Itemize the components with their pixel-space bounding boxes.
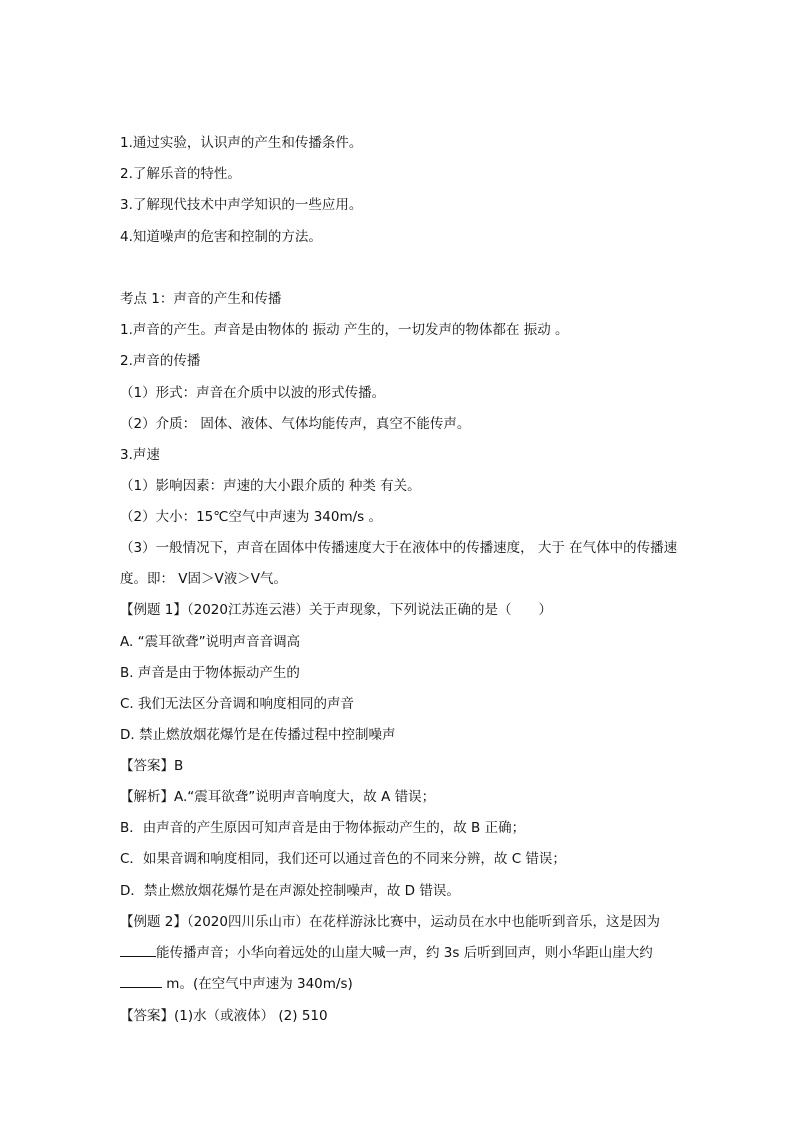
sound-propagation-title: 2.声音的传播 [120,353,201,369]
propagation-medium: （2）介质： 固体、液体、气体均能传声，真空不能传声。 [120,416,471,432]
speed-comparison: （3）一般情况下，声音在固体中传播速度大于在液体中的传播速度， 大于 在气体中的传播速度。即： V固＞V液＞V气。 [120,540,678,587]
example-1-option-a: A. “震耳欲聋”说明声音音调高 [120,634,301,650]
example-1-analysis-a: 【解析】A.“震耳欲聋”说明声音响度大，故 A 错误； [120,789,436,805]
section-heading: 考点 1：声音的产生和传播 [120,291,282,307]
example-1-answer: 【答案】B [120,758,184,774]
objective-1: 1.通过实验，认识声的产生和传播条件。 [120,135,363,151]
objective-2: 2.了解乐音的特性。 [120,166,241,182]
sound-speed-title: 3.声速 [120,447,160,463]
example-1-option-c: C. 我们无法区分音调和响度相同的声音 [120,696,355,712]
objective-4: 4.知道噪声的危害和控制的方法。 [120,229,322,245]
speed-value: （2）大小：15℃空气中声速为 340m/s 。 [120,509,383,525]
answer-blank-1 [120,944,156,957]
example-1-analysis-d: D．禁止燃放烟花爆竹是在声源处控制噪声，故 D 错误。 [120,883,460,899]
example-2-question-line-2 [120,944,653,962]
objective-3: 3.了解现代技术中声学知识的一些应用。 [120,197,363,213]
example-2-question-text-3: m。(在空气中声速为 340m/s) [162,976,353,992]
propagation-form: （1）形式：声音在介质中以波的形式传播。 [120,385,386,401]
sound-production: 1.声音的产生。声音是由物体的 振动 产生的，一切发声的物体都在 振动 。 [120,322,569,338]
example-2-question-line-1: 【例题 2】（2020四川乐山市）在花样游泳比赛中，运动员在水中也能听到音乐，这是因为 [120,914,660,930]
answer-blank-2 [120,975,162,988]
example-2-question-text-2: 能传播声音；小华向着远处的山崖大喊一声，约 3s 后听到回声，则小华距山崖大约 [156,945,653,961]
example-2-question-line-3 [120,975,353,993]
example-1-question: 【例题 1】（2020江苏连云港）关于声现象，下列说法正确的是（ ） [120,602,552,618]
example-1-option-b: B. 声音是由于物体振动产生的 [120,665,300,681]
speed-factor: （1）影响因素：声速的大小跟介质的 种类 有关。 [120,478,421,494]
example-2-answer: 【答案】(1)水（或液体） (2) 510 [120,1008,328,1024]
example-1-option-d: D. 禁止燃放烟花爆竹是在传播过程中控制噪声 [120,727,396,743]
example-1-analysis-b: B．由声音的产生原因可知声音是由于物体振动产生的，故 B 正确； [120,820,526,836]
example-1-analysis-c: C．如果音调和响度相同，我们还可以通过音色的不同来分辨，故 C 错误； [120,851,566,867]
